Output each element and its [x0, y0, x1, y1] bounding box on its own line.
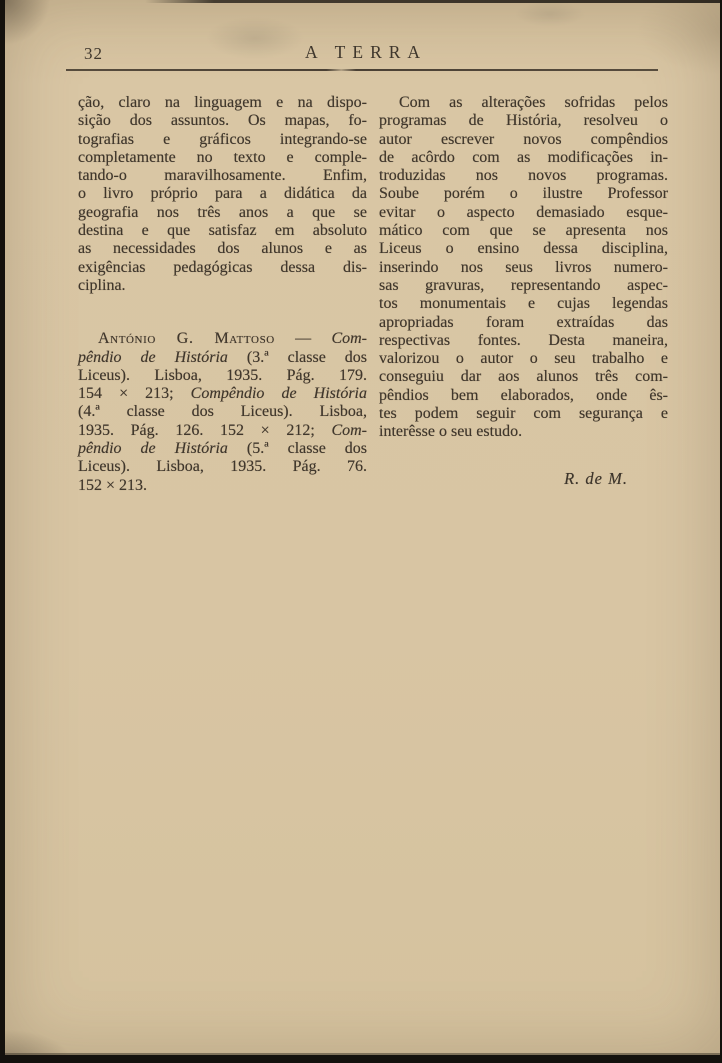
text-segment: sição dos assuntos. Os mapas, fo- — [78, 112, 367, 130]
text-segment: sas gravuras, representando aspec- — [379, 276, 668, 294]
text-line — [78, 403, 367, 421]
text-segment: geografia nos três anos a que se — [78, 203, 367, 221]
text-segment: autor escrever novos compêndios — [379, 130, 668, 148]
text-line — [379, 423, 668, 441]
text-line — [78, 422, 367, 440]
text-segment: Compêndio de História — [190, 385, 367, 403]
text-line — [78, 94, 367, 112]
text-line — [379, 332, 668, 350]
text-segment: (5.ª classe dos — [227, 440, 368, 458]
text-line — [78, 204, 367, 222]
text-line — [78, 259, 367, 277]
text-line — [379, 185, 668, 203]
text-segment: Com- — [331, 421, 367, 439]
text-line — [379, 277, 668, 295]
text-line — [379, 314, 668, 332]
header-rule — [66, 69, 658, 71]
text-line — [379, 112, 668, 130]
scan-bottom-edge — [5, 1053, 720, 1055]
text-segment: ciplina. — [78, 276, 126, 294]
text-segment: 1935. Pág. 126. 152 × 212; — [78, 421, 332, 439]
text-line — [379, 131, 668, 149]
reviewer-signature: R. de M. — [564, 468, 628, 488]
page-number: 32 — [84, 44, 103, 63]
text-line — [78, 149, 367, 167]
text-segment: ção, claro na linguagem e na dispo- — [78, 94, 367, 111]
text-line — [379, 387, 668, 405]
journal-title: A TERRA — [304, 42, 428, 62]
text-line — [78, 240, 367, 258]
text-segment: programas de História, resolveu o — [379, 112, 668, 130]
text-line — [379, 204, 668, 222]
text-segment: Liceus). Lisboa, 1935. Pág. 76. — [78, 458, 367, 476]
text-line — [379, 222, 668, 240]
text-segment: Liceus). Lisboa, 1935. Pág. 179. — [78, 366, 367, 384]
text-segment: tando-o maravilhosamente. Enfim, — [78, 167, 367, 185]
text-segment: de acôrdo com as modificações in- — [379, 148, 668, 166]
text-line — [379, 240, 668, 258]
text-segment: Soube porém o ilustre Professor — [379, 185, 668, 203]
text-line — [78, 330, 367, 348]
text-segment: (4.ª classe dos Liceus). Lisboa, — [78, 403, 367, 421]
page-header — [5, 0, 720, 80]
text-segment: evitar o aspecto demasiado esque- — [379, 203, 668, 221]
text-line — [379, 368, 668, 386]
text-line — [78, 277, 367, 295]
text-segment: — — [274, 330, 332, 348]
text-segment: tes podem seguir com segurança e — [379, 405, 668, 423]
text-segment: Com- — [331, 330, 368, 348]
text-segment: completamente no texto e comple- — [78, 148, 367, 166]
text-line — [379, 295, 668, 313]
text-segment: 154 × 213; — [78, 385, 191, 403]
author-name: António G. Mattoso — [98, 330, 275, 348]
text-line — [78, 222, 367, 240]
text-segment: exigências pedagógicas dessa dis- — [78, 258, 367, 276]
text-line — [78, 458, 367, 476]
text-segment: interêsse o seu estudo. — [379, 423, 523, 441]
text-line — [379, 149, 668, 167]
text-segment: apropriadas foram extraídas das — [379, 313, 668, 331]
text-segment: tografias e gráficos integrando-se — [78, 130, 367, 148]
text-line — [78, 440, 367, 458]
text-line — [78, 167, 367, 185]
text-segment: tos monumentais e cujas legendas — [379, 295, 668, 313]
text-line — [379, 350, 668, 368]
text-line — [78, 477, 367, 495]
text-segment: 152 × 213. — [78, 476, 148, 494]
text-line — [379, 259, 668, 277]
text-segment: respectivas fontes. Desta maneira, — [379, 331, 668, 349]
text-line — [379, 405, 668, 423]
column-left — [78, 94, 367, 495]
text-segment: pêndio de História — [78, 348, 228, 366]
text-line — [78, 185, 367, 203]
text-segment: troduzidas nos novos programas. — [379, 167, 668, 185]
paragraph — [78, 330, 367, 495]
text-segment: (3.ª classe dos — [227, 348, 368, 366]
text-segment: pêndio de História — [78, 440, 228, 458]
paragraph — [78, 94, 367, 295]
text-line — [78, 349, 367, 367]
text-columns — [78, 94, 668, 495]
text-segment: pêndios bem elaborados, onde ês- — [379, 386, 668, 404]
text-line — [78, 385, 367, 403]
text-segment: Liceus o ensino dessa disciplina, — [379, 240, 668, 258]
text-segment: destina e que satisfaz em absoluto — [78, 222, 367, 240]
text-line — [78, 131, 367, 149]
text-segment: o livro próprio para a didática da — [78, 185, 367, 203]
text-line — [78, 112, 367, 130]
text-segment: inserindo nos seus livros numero- — [379, 258, 668, 276]
text-line — [379, 94, 668, 112]
scanned-page — [5, 0, 720, 1055]
text-segment: mático com que se apresenta nos — [379, 222, 668, 240]
column-right — [379, 94, 668, 495]
text-line — [78, 367, 367, 385]
text-line — [379, 167, 668, 185]
text-segment: valorizou o autor o seu trabalho e — [379, 350, 668, 368]
paragraph — [379, 94, 668, 442]
text-segment: Com as alterações sofridas pelos — [399, 94, 668, 111]
text-segment: as necessidades dos alunos e as — [78, 240, 367, 258]
text-segment: conseguiu dar aos alunos três com- — [379, 368, 668, 386]
